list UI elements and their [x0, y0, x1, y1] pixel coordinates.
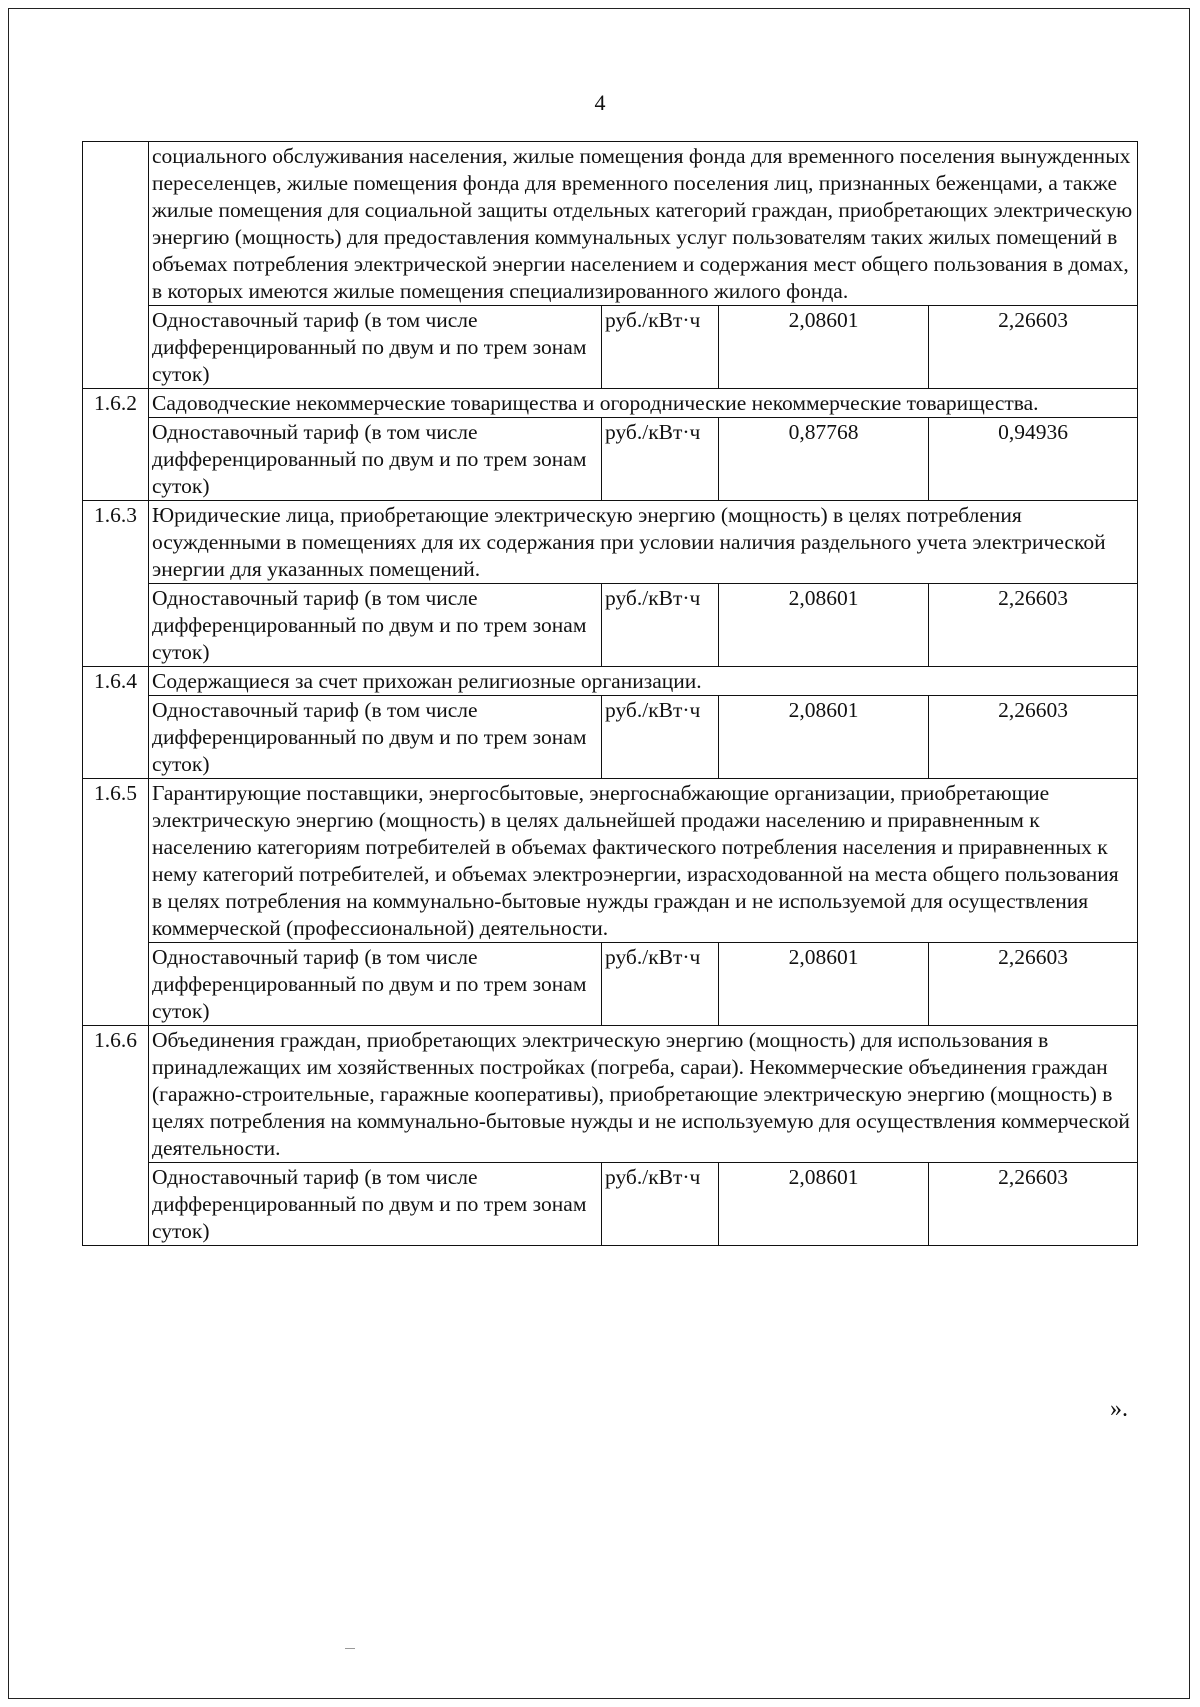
tariff-unit: руб./кВт·ч — [602, 1163, 719, 1246]
tariff-value-second-half: 2,26603 — [929, 306, 1138, 389]
category-row — [83, 501, 1138, 584]
tariff-name: Одноставочный тариф (в том числе дифференцированный по двум и по трем зонам суток) — [149, 1163, 602, 1246]
tariff-value-second-half: 0,94936 — [929, 418, 1138, 501]
tariff-value-second-half: 2,26603 — [929, 1163, 1138, 1246]
tariff-row — [83, 696, 1138, 779]
tariff-unit: руб./кВт·ч — [602, 418, 719, 501]
category-row — [83, 667, 1138, 696]
tariff-name: Одноставочный тариф (в том числе дифференцированный по двум и по трем зонам суток) — [149, 696, 602, 779]
tariff-value-second-half: 2,26603 — [929, 943, 1138, 1026]
tariff-table — [82, 141, 1138, 1246]
category-row — [83, 142, 1138, 306]
category-row — [83, 389, 1138, 418]
tariff-row — [83, 418, 1138, 501]
tariff-value-second-half: 2,26603 — [929, 696, 1138, 779]
closing-quote-mark: ». — [1110, 1396, 1128, 1422]
tariff-row — [83, 1163, 1138, 1246]
tariff-value-first-half: 2,08601 — [719, 306, 929, 389]
tariff-value-first-half: 0,87768 — [719, 418, 929, 501]
row-number: 1.6.3 — [83, 501, 149, 667]
tariff-value-first-half: 2,08601 — [719, 943, 929, 1026]
scan-artifact — [345, 1648, 355, 1649]
tariff-unit: руб./кВт·ч — [602, 584, 719, 667]
tariff-name: Одноставочный тариф (в том числе дифференцированный по двум и по трем зонам суток) — [149, 306, 602, 389]
category-description: Садоводческие некоммерческие товарищества и огороднические некоммерческие товарищества. — [149, 389, 1138, 418]
tariff-unit: руб./кВт·ч — [602, 943, 719, 1026]
tariff-value-second-half: 2,26603 — [929, 584, 1138, 667]
category-description: Содержащиеся за счет прихожан религиозные организации. — [149, 667, 1138, 696]
category-description: Объединения граждан, приобретающих электрическую энергию (мощность) для использования в принадлежащих им хозяйственных постройках (погреба, сараи). Некоммерческие объединения граждан (гаражно-строительные, гаражные кооперативы), приобретающие электрическую энергию (мощность) в целях потребления на коммунально-бытовые нужды и не используемую для осуществления коммерческой деятельности. — [149, 1026, 1138, 1163]
category-description: Юридические лица, приобретающие электрическую энергию (мощность) в целях потребления осужденными в помещениях для их содержания при условии наличия раздельного учета электрической энергии для указанных помещений. — [149, 501, 1138, 584]
tariff-unit: руб./кВт·ч — [602, 306, 719, 389]
category-row — [83, 779, 1138, 943]
category-description: социального обслуживания населения, жилые помещения фонда для временного поселения вынужденных переселенцев, жилые помещения фонда для временного поселения лиц, признанных беженцами, а также жилые помещения для социальной защиты отдельных категорий граждан, приобретающих электрическую энергию (мощность) для предоставления коммунальных услуг пользователям таких жилых помещений в объемах потребления электрической энергии населением и содержания мест общего пользования в домах, в которых имеются жилые помещения специализированного жилого фонда. — [149, 142, 1138, 306]
tariff-value-first-half: 2,08601 — [719, 696, 929, 779]
tariff-row — [83, 943, 1138, 1026]
tariff-name: Одноставочный тариф (в том числе дифференцированный по двум и по трем зонам суток) — [149, 943, 602, 1026]
category-row — [83, 1026, 1138, 1163]
tariff-value-first-half: 2,08601 — [719, 1163, 929, 1246]
row-number: 1.6.6 — [83, 1026, 149, 1246]
row-number — [83, 142, 149, 389]
tariff-name: Одноставочный тариф (в том числе дифференцированный по двум и по трем зонам суток) — [149, 584, 602, 667]
tariff-row — [83, 584, 1138, 667]
tariff-name: Одноставочный тариф (в том числе дифференцированный по двум и по трем зонам суток) — [149, 418, 602, 501]
tariff-row — [83, 306, 1138, 389]
row-number: 1.6.5 — [83, 779, 149, 1026]
category-description: Гарантирующие поставщики, энергосбытовые, энергоснабжающие организации, приобретающие электрическую энергию (мощность) в целях дальнейшей продажи населению и приравненным к населению категориям потребителей в объемах фактического потребления населения и приравненных к нему категорий потребителей, и объемах электроэнергии, израсходованной на места общего пользования в целях потребления на коммунально-бытовые нужды граждан и не используемой для осуществления коммерческой (профессиональной) деятельности. — [149, 779, 1138, 943]
row-number: 1.6.4 — [83, 667, 149, 779]
tariff-value-first-half: 2,08601 — [719, 584, 929, 667]
page-number: 4 — [594, 90, 606, 115]
tariff-unit: руб./кВт·ч — [602, 696, 719, 779]
row-number: 1.6.2 — [83, 389, 149, 501]
